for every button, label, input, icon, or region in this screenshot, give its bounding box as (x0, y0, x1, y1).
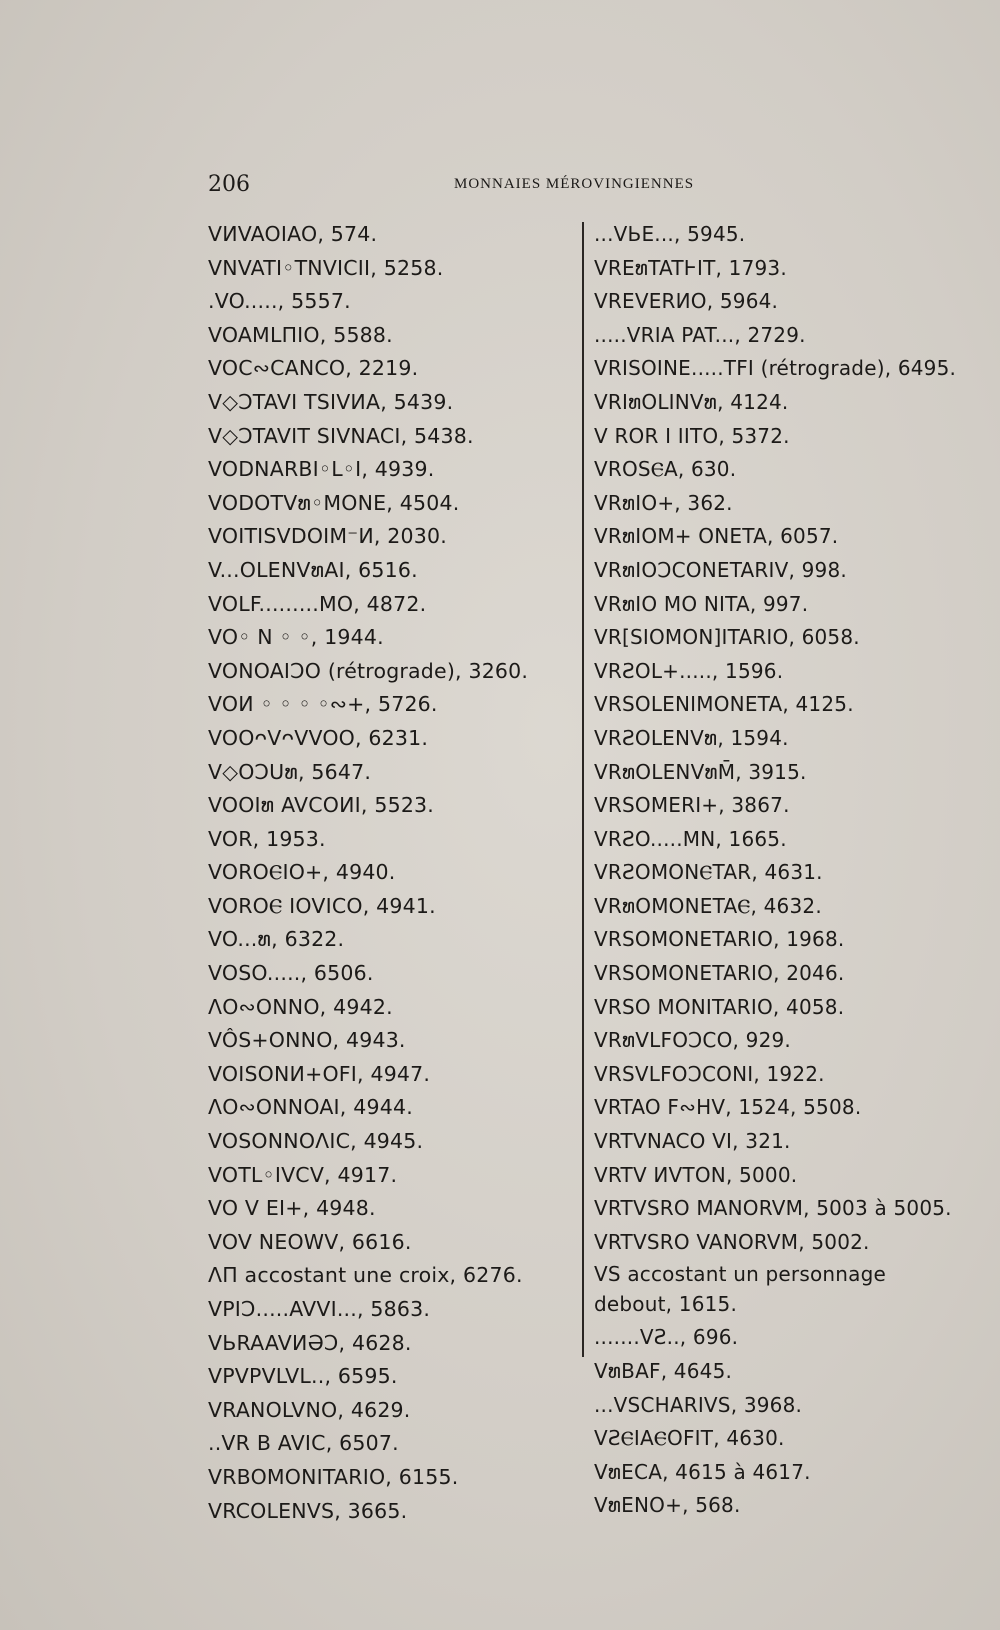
index-entry: VRƧOLENVທ, 1594. (594, 725, 789, 750)
index-entry: VRSOLENIMONETA, 4125. (594, 692, 854, 717)
index-entry: VRທOMONETAⲈ, 4632. (594, 893, 822, 918)
index-entry: VOR, 1953. (208, 826, 326, 851)
index-entry: VRTVNACO VI, 321. (594, 1129, 791, 1154)
index-entry: VRທIOM+ ONETA, 6057. (594, 524, 839, 549)
index-entry: VRCOLENVS, 3665. (208, 1498, 408, 1523)
index-entry: VO V EI+, 4948. (208, 1196, 376, 1221)
index-entry: VRSO MONITARIO, 4058. (594, 994, 845, 1019)
index-entry: VRIທOLINVທ, 4124. (594, 389, 789, 414)
index-entry: VOTL◦IVCV, 4917. (208, 1162, 398, 1187)
index-entry: VRSOMONETARIO, 1968. (594, 927, 845, 952)
index-entry: VRທIO+, 362. (594, 490, 733, 515)
index-entry: VRBOMONITARIO, 6155. (208, 1464, 459, 1489)
index-entry: VRANOLVNO, 4629. (208, 1397, 411, 1422)
index-entry: VRƧO.....MN, 1665. (594, 826, 787, 851)
index-entry: VOOIທ AVCOИI, 5523. (208, 793, 435, 818)
index-entry: VRISOINE.....TFI (rétrograde), 6495. (594, 356, 957, 381)
index-entry: VທBAF, 4645. (594, 1359, 733, 1383)
index-entry: VNVATI◦TNVICII, 5258. (208, 255, 444, 280)
index-entry: .VO....., 5557. (208, 289, 351, 314)
index-entry: VRທOLENVທM̄, 3915. (594, 759, 807, 784)
index-entry: VRSOMONETARIO, 2046. (594, 961, 845, 986)
index-entry: VÔS+ONNO, 4943. (208, 1028, 406, 1053)
index-entry: VO...ທ, 6322. (208, 927, 345, 952)
index-entry: ΛO∾ONNOAI, 4944. (208, 1095, 413, 1120)
index-entry: VPVPVLVL.., 6595. (208, 1364, 398, 1389)
index-entry: VRSOMERI+, 3867. (594, 793, 790, 818)
index-entry: VƧⲈIAⲈOFIT, 4630. (594, 1426, 785, 1451)
index-entry: VOИ ◦ ◦ ◦ ◦∾+, 5726. (208, 692, 438, 717)
index-entry: VOROⲈ IOVICO, 4941. (208, 893, 436, 918)
running-title: MONNAIES MÉROVINGIENNES (454, 176, 695, 192)
index-entry: VRƧOMONⲈTAR, 4631. (594, 860, 823, 885)
index-entry: V...OLENVທAI, 6516. (208, 557, 418, 582)
index-entry: VທENO+, 568. (594, 1493, 741, 1518)
index-entry: V ROR I IITO, 5372. (594, 423, 790, 448)
index-entry: VRTVSRO MANORVM, 5003 à 5005. (594, 1196, 952, 1221)
index-entry: VR[SIOMON]ITARIO, 6058. (594, 625, 860, 650)
index-entry: VO◦ N ◦ ◦, 1944. (208, 625, 384, 650)
index-entry: VOITISVDOIM⁻И, 2030. (208, 524, 447, 549)
index-entry: VRTVSRO VANORVM, 5002. (594, 1229, 870, 1254)
index-entry: ΛП accostant une croix, 6276. (208, 1263, 523, 1288)
index-entry: VOISONИ+OFI, 4947. (208, 1061, 431, 1086)
column-divider (582, 222, 584, 1357)
index-entry: VOLF.........MO, 4872. (208, 591, 427, 616)
index-entry: VOROⲈIO+, 4940. (208, 860, 396, 885)
index-entry: VOOᴖVᴖVVOO, 6231. (208, 725, 429, 750)
index-entry: VPIƆ.....AVVI..., 5863. (208, 1297, 431, 1321)
index-entry: VRTV ИVTON, 5000. (594, 1162, 798, 1187)
index-entry: VOSONNOΛIC, 4945. (208, 1129, 424, 1154)
index-entry: VRTAO F∾HV, 1524, 5508. (594, 1095, 862, 1120)
index-entry: .....VRIA PAT..., 2729. (594, 322, 806, 347)
index-entry: VИVAOIAO, 574. (208, 222, 378, 246)
index-entry: ΛO∾ONNO, 4942. (208, 994, 393, 1019)
left-column (208, 218, 578, 1528)
right-column (594, 218, 966, 1523)
index-entry: V◇ƆTAVI TSIVИA, 5439. (208, 389, 454, 414)
index-entry: ...VSCHARIVS, 3968. (594, 1392, 803, 1417)
index-entry: VOAMⅬПIO, 5588. (208, 322, 393, 347)
index-entry: VRທIOϽϹONETARIV, 998. (594, 557, 847, 582)
index-entry: VRƧOL+....., 1596. (594, 658, 784, 683)
index-entry: ...VЬE..., 5945. (594, 222, 746, 246)
index-entry: VODNARBI◦L◦I, 4939. (208, 457, 435, 482)
index-entry: VOSO....., 6506. (208, 961, 374, 986)
index-entry: VЬRAAVИƏƆ, 4628. (208, 1330, 412, 1355)
index-entry: VODOTVທ◦MONE, 4504. (208, 490, 460, 515)
page-header (208, 172, 948, 202)
page-number: 206 (208, 172, 250, 197)
index-entry: VROSⲈA, 630. (594, 457, 737, 482)
index-entry: VRທIO MO NITA, 997. (594, 591, 809, 616)
index-entry: .......VƧ.., 696. (594, 1325, 739, 1350)
index-entry: VREVERИO, 5964. (594, 289, 779, 314)
index-entry: VREທTATⱵIT, 1793. (594, 255, 787, 280)
index-entry: VທECA, 4615 à 4617. (594, 1459, 811, 1484)
index-entry: ..VR B AVIC, 6507. (208, 1431, 399, 1456)
index-entry: VRທVLFOϽϹO, 929. (594, 1028, 791, 1053)
index-entry: VRSVLFOϽϹONI, 1922. (594, 1061, 825, 1086)
index-entry: VOC∾CANCO, 2219. (208, 356, 419, 381)
index-entry: VOV NEOWV, 6616. (208, 1229, 412, 1254)
index-entry: VS accostant un personnage debout, 1615. (594, 1262, 887, 1317)
index-entry: VONOAIƆO (rétrograde), 3260. (208, 658, 529, 683)
index-entry: V◇OƆUທ, 5647. (208, 759, 372, 784)
index-entry: V◇ƆTAVIT SIVNACI, 5438. (208, 423, 474, 448)
